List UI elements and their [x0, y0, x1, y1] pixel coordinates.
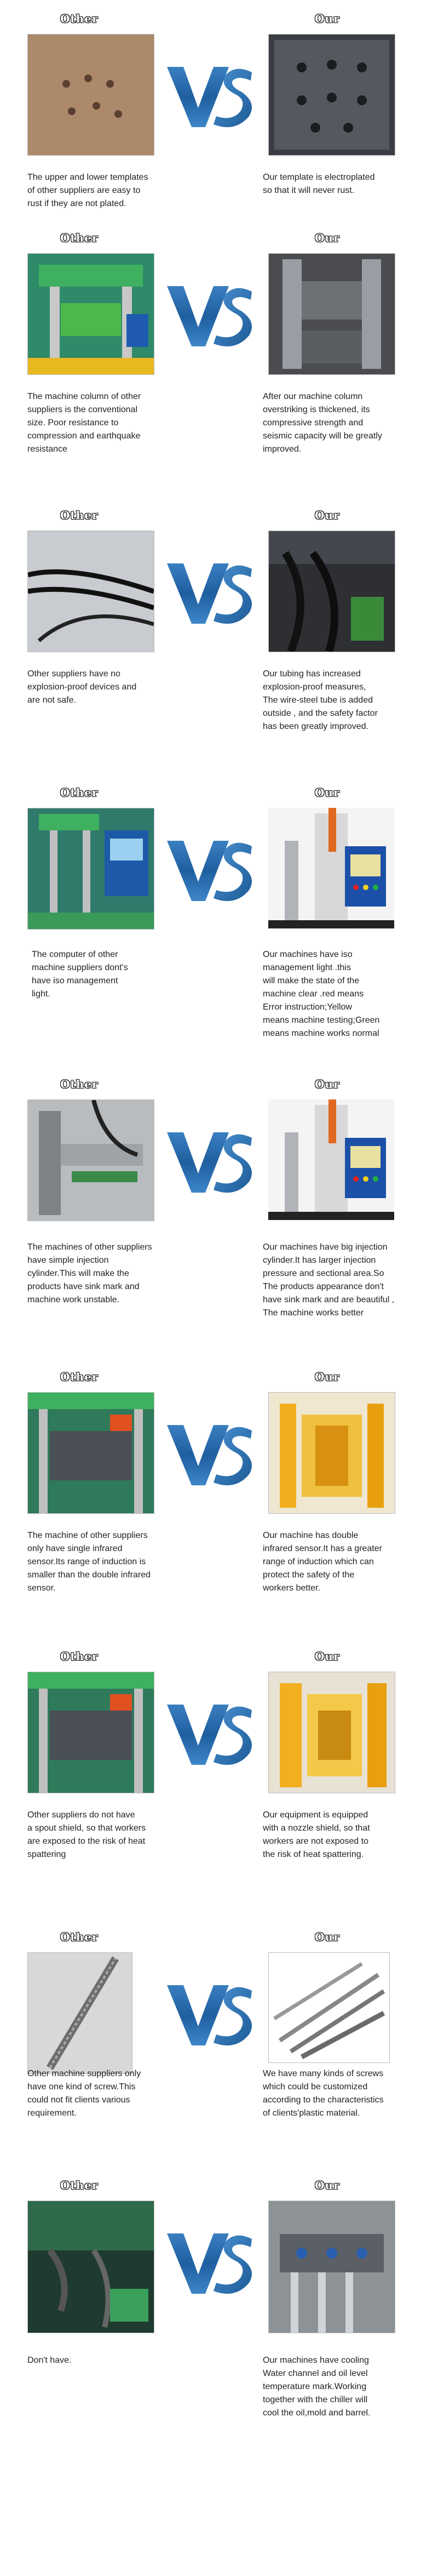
other-label: Other: [60, 1650, 99, 1663]
our-photo: [268, 1099, 394, 1220]
our-description: Our machines have cooling Water channel and oil level temperature mark.Working together with the chiller will cool the oil,mold and barrel.: [263, 2356, 371, 2418]
our-photo: [268, 253, 395, 375]
other-description: Other machine suppliers only have one kind of screw.This could not fit clients various requirement.: [27, 2069, 141, 2118]
other-photo: [27, 34, 154, 156]
other-photo: [27, 808, 154, 930]
comparison-section-6: [0, 1370, 438, 1655]
our-description: We have many kinds of screws which could be customized according to the characteristics of clients'plastic material.: [263, 2069, 384, 2118]
other-label: Other: [60, 231, 99, 244]
our-photo: [268, 531, 395, 652]
our-label: Our: [315, 509, 340, 522]
other-photo: [27, 2201, 154, 2333]
other-label: Other: [60, 509, 99, 522]
our-description: Our machine has double infrared sensor.It has a greater range of induction which can protect the safety of the workers better.: [263, 1531, 382, 1593]
vs-icon: [164, 1974, 257, 2051]
comparison-section-9: [0, 2179, 438, 2562]
other-label: Other: [60, 1078, 99, 1091]
vs-icon: [164, 275, 257, 352]
our-description: Our machines have iso management light .this will make the state of the machine clear .red means Error instruction;Yellow means machine testing;Green means machine works normal: [263, 950, 380, 1038]
our-description: After our machine column overstriking is thickened, its compressive strength and seismic capacity will be greatly improved.: [263, 392, 382, 454]
our-label: Our: [315, 12, 340, 25]
other-description: Other suppliers have no explosion-proof devices and are not safe.: [27, 669, 137, 705]
other-label: Other: [60, 1370, 99, 1383]
our-description: Our machines have big injection cylinder.It has larger injection pressure and sectional area.So The products appearance don't have sink mark and are beautiful , The machine works better: [263, 1243, 395, 1318]
our-description: Our template is electroplated so that it will never rust.: [263, 173, 375, 195]
our-label: Our: [315, 1930, 340, 1944]
other-photo: [27, 1099, 154, 1221]
other-description: The machines of other suppliers have simple injection cylinder.This will make the products have sink mark and machine work unstable.: [27, 1243, 152, 1304]
vs-icon: [164, 56, 257, 133]
comparison-section-7: [0, 1650, 438, 1935]
other-description: Don't have.: [27, 2356, 72, 2365]
other-photo: [27, 1392, 154, 1514]
our-photo: [268, 1952, 390, 2063]
our-label: Our: [315, 231, 340, 244]
other-label: Other: [60, 2179, 99, 2192]
other-description: The machine column of other suppliers is the conventional size. Poor resistance to compression and earthquake resistance: [27, 392, 141, 454]
our-description: Our tubing has increased explosion-proof measures, The wire-steel tube is added outside , and the safety factor has been greatly improved.: [263, 669, 378, 731]
comparison-section-3: [0, 509, 438, 794]
other-description: The machine of other suppliers only have single infrared sensor.Its range of induction is smaller than the double infrared sensor.: [27, 1531, 151, 1593]
other-photo: [27, 531, 154, 652]
our-label: Our: [315, 786, 340, 799]
other-photo: [27, 1952, 132, 2074]
our-photo: [268, 1392, 395, 1514]
comparison-section-2: [0, 231, 438, 516]
our-photo: [268, 808, 394, 928]
our-photo: [268, 34, 395, 156]
other-description: Other suppliers do not have a spout shield, so that workers are exposed to the risk of heat spattering: [27, 1810, 146, 1859]
our-label: Our: [315, 1650, 340, 1663]
vs-icon: [164, 2222, 257, 2299]
comparison-section-5: [0, 1078, 438, 1384]
our-photo: [268, 1672, 395, 1793]
vs-icon: [164, 1414, 257, 1491]
other-description: The upper and lower templates of other suppliers are easy to rust if they are not plated.: [27, 173, 148, 208]
our-label: Our: [315, 2179, 340, 2192]
our-description: Our equipment is equipped with a nozzle shield, so that workers are not exposed to the risk of heat spattering.: [263, 1810, 370, 1859]
our-label: Our: [315, 1078, 340, 1091]
other-photo: [27, 253, 154, 375]
other-description: The computer of other machine suppliers dont's have iso management light.: [32, 950, 128, 999]
vs-icon: [164, 552, 257, 629]
other-label: Other: [60, 786, 99, 799]
vs-icon: [164, 830, 257, 907]
comparison-section-8: [0, 1930, 438, 2188]
vs-icon: [164, 1121, 257, 1198]
vs-icon: [164, 1694, 257, 1770]
comparison-section-4: [0, 786, 438, 1093]
other-label: Other: [60, 1930, 99, 1944]
other-label: Other: [60, 12, 99, 25]
our-label: Our: [315, 1370, 340, 1383]
other-photo: [27, 1672, 154, 1793]
our-photo: [268, 2201, 395, 2333]
